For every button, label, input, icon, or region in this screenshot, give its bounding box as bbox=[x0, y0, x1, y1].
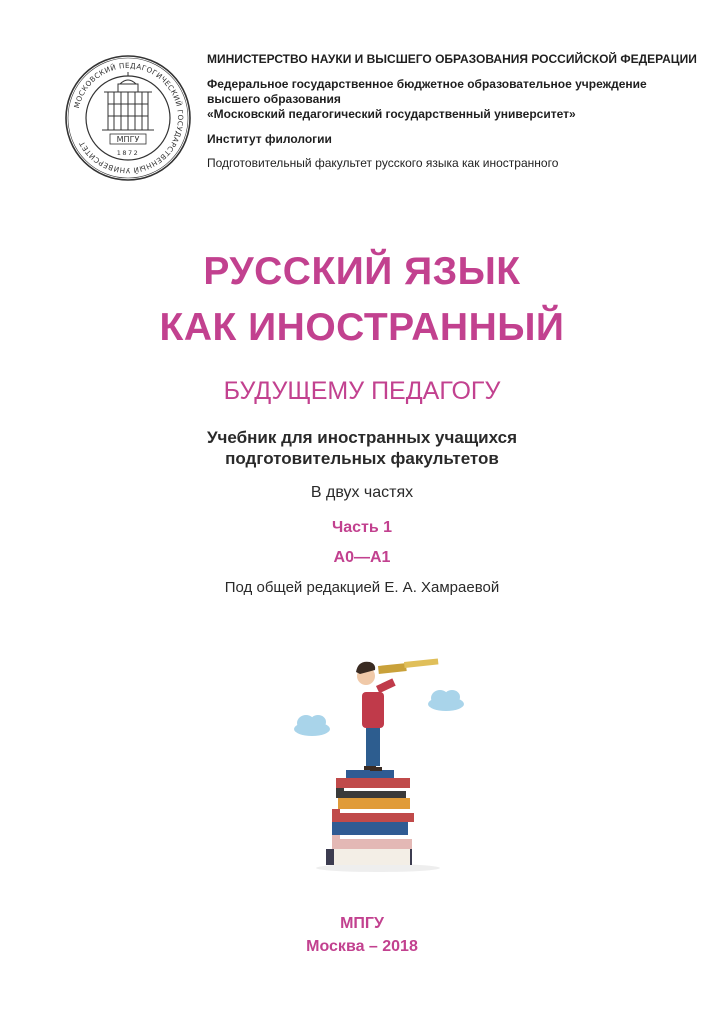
institution-line-2: высшего образования bbox=[207, 92, 341, 106]
book-description-line-1: Учебник для иностранных учащихся bbox=[206, 428, 518, 447]
publisher-city-year: Москва – 2018 bbox=[306, 938, 418, 955]
institution-line-1: Федеральное государственное бюджетное образовательное учреждение bbox=[207, 77, 647, 91]
boy-with-telescope-on-books-icon bbox=[280, 640, 480, 880]
part-number: Часть 1 bbox=[331, 519, 393, 536]
faculty-name: Подготовительный факультет русского языка как иностранного bbox=[207, 156, 559, 170]
seal-year: 1872 bbox=[116, 149, 140, 157]
book-title-line-1: РУССКИЙ ЯЗЫК bbox=[203, 250, 521, 293]
book-description-line-2: подготовительных факультетов bbox=[225, 449, 499, 468]
university-seal-logo bbox=[64, 54, 192, 182]
publisher-name: МПГУ bbox=[340, 915, 384, 932]
svg-text:МОСКОВСКИЙ ПЕДАГОГИЧЕСКИЙ ГОСУ bbox=[72, 61, 185, 175]
seal-ring-text: МОСКОВСКИЙ ПЕДАГОГИЧЕСКИЙ ГОСУДАРСТВЕННЫЙ УНИВЕРСИТЕТ bbox=[71, 60, 186, 176]
institution-line-3: «Московский педагогический государственный университет» bbox=[207, 107, 576, 121]
book-title-line-2: КАК ИНОСТРАННЫЙ bbox=[159, 306, 565, 349]
parts-count: В двух частях bbox=[310, 484, 414, 501]
seal-abbr: МПГУ bbox=[116, 135, 140, 144]
book-subtitle: БУДУЩЕМУ ПЕДАГОГУ bbox=[223, 377, 501, 405]
ministry-heading: МИНИСТЕРСТВО НАУКИ И ВЫСШЕГО ОБРАЗОВАНИЯ РОССИЙСКОЙ ФЕДЕРАЦИИ bbox=[207, 52, 697, 66]
level-range: А0—А1 bbox=[333, 549, 391, 566]
institute-name: Институт филологии bbox=[207, 132, 332, 146]
editor-credit: Под общей редакцией Е. А. Хамраевой bbox=[224, 579, 500, 596]
